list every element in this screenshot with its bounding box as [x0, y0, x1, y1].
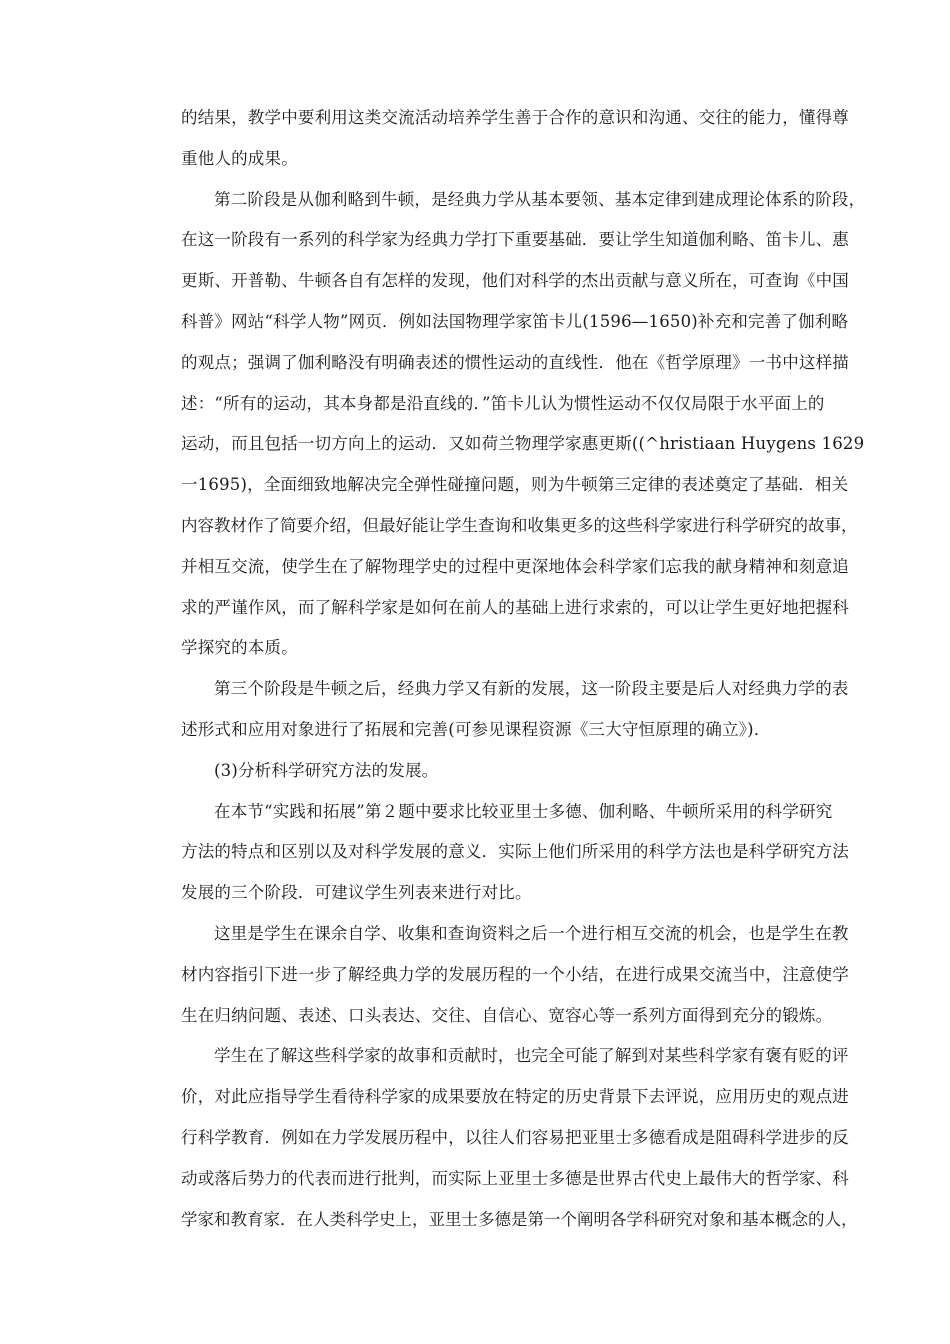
- paragraph: [181, 792, 865, 914]
- text-line: 并相互交流，使学生在了解物理学史的过程中更深地体会科学家们忘我的献身精神和刻意追: [181, 556, 849, 576]
- text-line: 学探究的本质。: [181, 638, 298, 658]
- text-line: 行科学教育．例如在力学发展历程中，以往人们容易把亚里士多德看成是阻碍科学进步的反: [181, 1127, 849, 1147]
- text-line: 内容教材作了简要介绍，但最好能让学生查询和收集更多的这些科学家进行科学研究的故事，: [181, 515, 858, 535]
- text-line: 的观点；强调了伽利略没有明确表述的惯性运动的直线性．他在《哲学原理》一书中这样描: [181, 352, 849, 372]
- text-line: 的结果，教学中要利用这类交流活动培养学生善于合作的意识和沟通、交往的能力，懂得尊: [181, 108, 849, 127]
- text-line: 一1695)，全面细致地解决完全弹性碰撞问题，则为牛顿第三定律的表述奠定了基础．相关: [181, 475, 849, 495]
- text-line: (3)分析科学研究方法的发展。: [214, 760, 439, 780]
- text-line: 动或落后势力的代表而进行批判，而实际上亚里士多德是世界古代史上最伟大的哲学家、科: [181, 1168, 849, 1188]
- text-line: 发展的三个阶段．可建议学生列表来进行对比。: [181, 883, 532, 903]
- text-line: 价，对此应指导学生看待科学家的成果要放在特定的历史背景下去评说，应用历史的观点进: [181, 1087, 849, 1107]
- text-line: 在这一阶段有一系列的科学家为经典力学打下重要基础．要让学生知道伽利略、笛卡儿、惠: [181, 230, 849, 250]
- text-line: 第三个阶段是牛顿之后，经典力学又有新的发展，这一阶段主要是后人对经典力学的表: [214, 679, 849, 699]
- text-line: 学生在了解这些科学家的故事和贡献时，也完全可能了解到对某些科学家有褒有贬的评: [214, 1046, 849, 1066]
- text-line: 学家和教育家．在人类科学史上，亚里士多德是第一个阐明各学科研究对象和基本概念的人，: [181, 1209, 858, 1229]
- text-line: 科普》网站“科学人物”网页．例如法国物理学家笛卡儿(1596—1650)补充和完善了伽利略: [181, 311, 849, 331]
- text-line: 运动，而且包括一切方向上的运动．又如荷兰物理学家惠更斯((^hristiaan Huygens 1629: [181, 434, 865, 454]
- text-line: 方法的特点和区别以及对科学发展的意义．实际上他们所采用的科学方法也是科学研究方法: [181, 842, 849, 862]
- text-line: 求的严谨作风，而了解科学家是如何在前人的基础上进行求索的，可以让学生更好地把握科: [181, 597, 849, 617]
- text-line: 这里是学生在课余自学、收集和查询资料之后一个进行相互交流的机会，也是学生在教: [214, 923, 849, 943]
- text-line: 材内容指引下进一步了解经典力学的发展历程的一个小结，在进行成果交流当中，注意使学: [181, 964, 849, 984]
- paragraph: [181, 1036, 865, 1240]
- paragraph: [181, 180, 865, 670]
- text-line: 述：“所有的运动，其本身都是沿直线的．”笛卡儿认为惯性运动不仅仅局限于水平面上的: [181, 393, 825, 413]
- text-line: 述形式和应用对象进行了拓展和完善(可参见课程资源《三大守恒原理的确立》)．: [181, 719, 771, 739]
- text-line: 在本节“实践和拓展”第２题中要求比较亚里士多德、伽利略、牛顿所采用的科学研究: [214, 801, 833, 821]
- text-line: 生在归纳问题、表述、口头表达、交往、自信心、宽容心等一系列方面得到充分的锻炼。: [181, 1005, 833, 1025]
- paragraph: [181, 98, 865, 180]
- text-line: 更斯、开普勒、牛顿各自有怎样的发现，他们对科学的杰出贡献与意义所在，可查询《中国: [181, 271, 849, 291]
- text-line: 重他人的成果。: [181, 148, 298, 168]
- body-text: [181, 98, 865, 1240]
- paragraph: [181, 914, 865, 1036]
- text-line: 第二阶段是从伽利略到牛顿，是经典力学从基本要领、基本定律到建成理论体系的阶段，: [214, 189, 865, 209]
- paragraph: [181, 751, 865, 792]
- paragraph: [181, 669, 865, 751]
